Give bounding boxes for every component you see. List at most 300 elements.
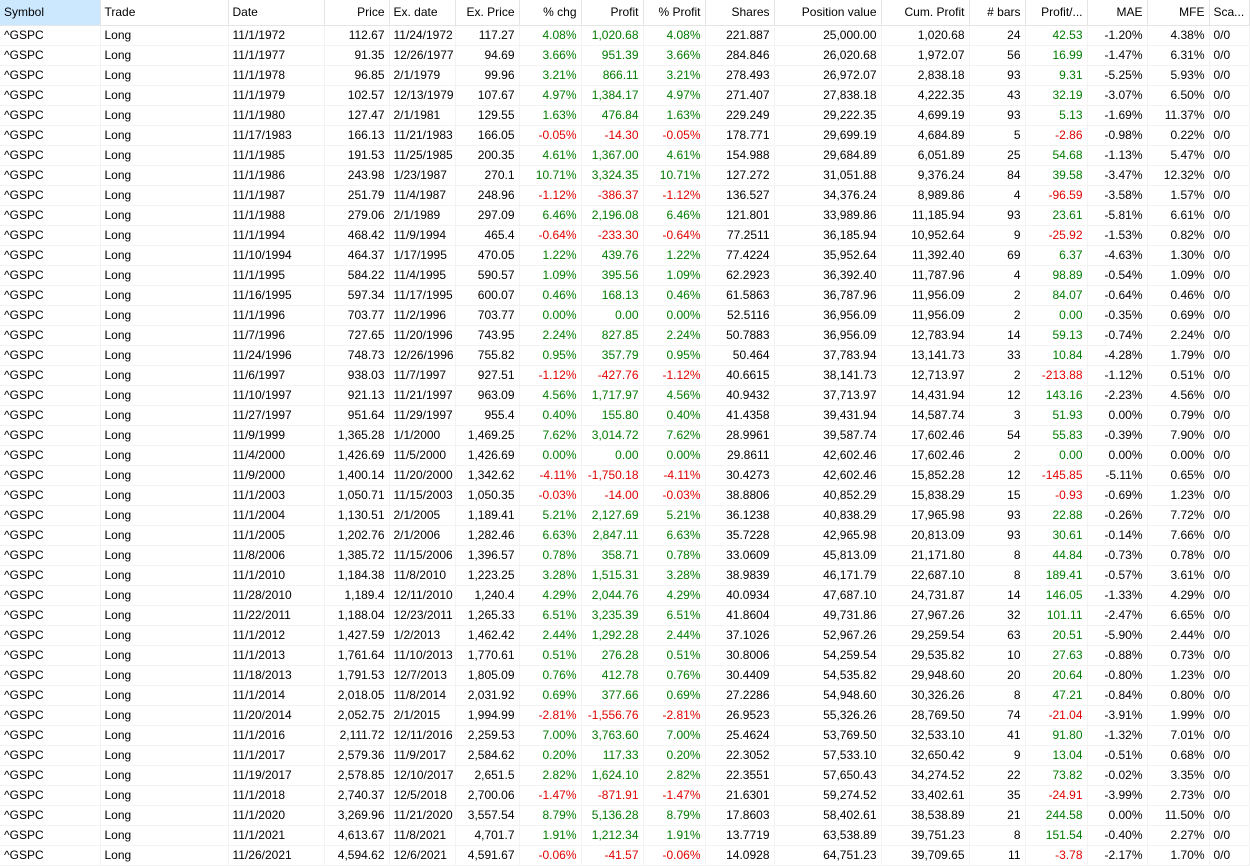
table-row[interactable] <box>0 145 1249 165</box>
cell-pctprofit: -2.81% <box>643 705 705 725</box>
cell-pctchg: 5.21% <box>519 505 581 525</box>
cell-cumprofit: 12,713.97 <box>881 365 969 385</box>
table-body <box>0 25 1249 865</box>
cell-posval: 26,020.68 <box>774 45 881 65</box>
cell-mae: -1.12% <box>1087 365 1147 385</box>
cell-mae: -1.53% <box>1087 225 1147 245</box>
cell-pctchg: 3.28% <box>519 565 581 585</box>
cell-shares: 13.7719 <box>705 825 774 845</box>
cell-scale: 0/0 <box>1209 485 1249 505</box>
table-row[interactable] <box>0 365 1249 385</box>
cell-pctprofit: -0.05% <box>643 125 705 145</box>
cell-date: 11/22/2011 <box>228 605 324 625</box>
cell-price: 1,400.14 <box>324 465 389 485</box>
cell-trade: Long <box>100 165 228 185</box>
cell-mae: -0.14% <box>1087 525 1147 545</box>
cell-bars: 93 <box>969 525 1025 545</box>
cell-exdate: 11/21/2020 <box>389 805 455 825</box>
cell-price: 1,188.04 <box>324 605 389 625</box>
cell-bars: 15 <box>969 485 1025 505</box>
column-header-posval[interactable]: Position value <box>774 0 881 25</box>
cell-trade: Long <box>100 265 228 285</box>
cell-mae: -4.28% <box>1087 345 1147 365</box>
table-row[interactable] <box>0 385 1249 405</box>
cell-symbol: ^GSPC <box>0 305 100 325</box>
cell-scale: 0/0 <box>1209 745 1249 765</box>
cell-mfe: 6.31% <box>1147 45 1209 65</box>
cell-trade: Long <box>100 665 228 685</box>
cell-date: 11/1/1985 <box>228 145 324 165</box>
cell-scale: 0/0 <box>1209 525 1249 545</box>
cell-mae: -3.99% <box>1087 785 1147 805</box>
cell-trade: Long <box>100 505 228 525</box>
table-row[interactable] <box>0 685 1249 705</box>
cell-pctchg: 4.08% <box>519 25 581 45</box>
table-row[interactable] <box>0 405 1249 425</box>
table-row[interactable] <box>0 305 1249 325</box>
header-row <box>0 0 1249 25</box>
cell-posval: 59,274.52 <box>774 785 881 805</box>
cell-profit: 476.84 <box>581 105 643 125</box>
column-header-mae[interactable]: MAE <box>1087 0 1147 25</box>
cell-scale: 0/0 <box>1209 305 1249 325</box>
cell-date: 11/18/2013 <box>228 665 324 685</box>
cell-scale: 0/0 <box>1209 345 1249 365</box>
cell-exdate: 11/20/1996 <box>389 325 455 345</box>
cell-scale: 0/0 <box>1209 45 1249 65</box>
cell-cumprofit: 11,956.09 <box>881 285 969 305</box>
cell-profit: 1,020.68 <box>581 25 643 45</box>
cell-posval: 29,684.89 <box>774 145 881 165</box>
cell-shares: 284.846 <box>705 45 774 65</box>
cell-shares: 38.8806 <box>705 485 774 505</box>
cell-mfe: 5.93% <box>1147 65 1209 85</box>
column-header-profitbar[interactable]: Profit/... <box>1025 0 1087 25</box>
cell-pctchg: 0.76% <box>519 665 581 685</box>
table-row[interactable] <box>0 465 1249 485</box>
cell-bars: 5 <box>969 125 1025 145</box>
cell-exprice: 2,651.5 <box>455 765 519 785</box>
cell-symbol: ^GSPC <box>0 705 100 725</box>
cell-mae: -0.69% <box>1087 485 1147 505</box>
table-row[interactable] <box>0 845 1249 865</box>
cell-date: 11/9/1999 <box>228 425 324 445</box>
column-header-profit[interactable]: Profit <box>581 0 643 25</box>
cell-symbol: ^GSPC <box>0 125 100 145</box>
cell-cumprofit: 21,171.80 <box>881 545 969 565</box>
cell-cumprofit: 2,838.18 <box>881 65 969 85</box>
cell-pctprofit: 0.78% <box>643 545 705 565</box>
cell-mfe: 1.30% <box>1147 245 1209 265</box>
column-header-pctprofit[interactable]: % Profit <box>643 0 705 25</box>
cell-scale: 0/0 <box>1209 685 1249 705</box>
cell-exdate: 11/15/2003 <box>389 485 455 505</box>
table-row[interactable] <box>0 265 1249 285</box>
cell-profit: 1,367.00 <box>581 145 643 165</box>
cell-pctchg: 3.66% <box>519 45 581 65</box>
cell-exdate: 11/8/2010 <box>389 565 455 585</box>
cell-trade: Long <box>100 225 228 245</box>
cell-mfe: 11.37% <box>1147 105 1209 125</box>
table-row[interactable] <box>0 625 1249 645</box>
cell-exprice: 1,994.99 <box>455 705 519 725</box>
cell-profitbar: 84.07 <box>1025 285 1087 305</box>
table-row[interactable] <box>0 205 1249 225</box>
cell-profit: 951.39 <box>581 45 643 65</box>
cell-posval: 31,051.88 <box>774 165 881 185</box>
cell-pctprofit: 0.20% <box>643 745 705 765</box>
cell-exprice: 1,805.09 <box>455 665 519 685</box>
cell-bars: 69 <box>969 245 1025 265</box>
cell-pctchg: 0.69% <box>519 685 581 705</box>
cell-profit: -427.76 <box>581 365 643 385</box>
cell-pctprofit: 1.09% <box>643 265 705 285</box>
cell-shares: 17.8603 <box>705 805 774 825</box>
cell-date: 11/1/1988 <box>228 205 324 225</box>
cell-profit: 1,212.34 <box>581 825 643 845</box>
cell-exprice: 470.05 <box>455 245 519 265</box>
cell-price: 1,761.64 <box>324 645 389 665</box>
cell-symbol: ^GSPC <box>0 165 100 185</box>
cell-posval: 54,948.60 <box>774 685 881 705</box>
cell-posval: 39,587.74 <box>774 425 881 445</box>
cell-bars: 74 <box>969 705 1025 725</box>
cell-scale: 0/0 <box>1209 565 1249 585</box>
cell-posval: 47,687.10 <box>774 585 881 605</box>
cell-bars: 10 <box>969 645 1025 665</box>
cell-exdate: 11/24/1972 <box>389 25 455 45</box>
cell-posval: 42,602.46 <box>774 445 881 465</box>
cell-profit: 395.56 <box>581 265 643 285</box>
cell-exprice: 1,265.33 <box>455 605 519 625</box>
cell-pctchg: 0.20% <box>519 745 581 765</box>
cell-mae: -0.26% <box>1087 505 1147 525</box>
table-row[interactable] <box>0 785 1249 805</box>
table-row[interactable] <box>0 825 1249 845</box>
cell-bars: 93 <box>969 205 1025 225</box>
cell-bars: 12 <box>969 385 1025 405</box>
cell-trade: Long <box>100 405 228 425</box>
cell-mae: -0.88% <box>1087 645 1147 665</box>
cell-exdate: 11/9/1994 <box>389 225 455 245</box>
table-row[interactable] <box>0 665 1249 685</box>
cell-exdate: 11/2/1996 <box>389 305 455 325</box>
table-row[interactable] <box>0 325 1249 345</box>
cell-cumprofit: 15,852.28 <box>881 465 969 485</box>
cell-date: 11/1/1995 <box>228 265 324 285</box>
cell-symbol: ^GSPC <box>0 85 100 105</box>
cell-date: 11/1/2017 <box>228 745 324 765</box>
cell-pctchg: 2.82% <box>519 765 581 785</box>
cell-trade: Long <box>100 305 228 325</box>
column-header-bars[interactable]: # bars <box>969 0 1025 25</box>
cell-profit: 1,624.10 <box>581 765 643 785</box>
cell-profitbar: 22.88 <box>1025 505 1087 525</box>
cell-symbol: ^GSPC <box>0 585 100 605</box>
cell-price: 1,365.28 <box>324 425 389 445</box>
cell-cumprofit: 10,952.64 <box>881 225 969 245</box>
cell-mae: -3.91% <box>1087 705 1147 725</box>
cell-profit: 117.33 <box>581 745 643 765</box>
cell-profitbar: 0.00 <box>1025 445 1087 465</box>
cell-pctchg: 10.71% <box>519 165 581 185</box>
column-header-mfe[interactable]: MFE <box>1147 0 1209 25</box>
table-row[interactable] <box>0 225 1249 245</box>
table-row[interactable] <box>0 425 1249 445</box>
cell-pctprofit: 4.08% <box>643 25 705 45</box>
table-row[interactable] <box>0 725 1249 745</box>
cell-cumprofit: 1,972.07 <box>881 45 969 65</box>
cell-exprice: 129.55 <box>455 105 519 125</box>
cell-mfe: 4.29% <box>1147 585 1209 605</box>
cell-shares: 278.493 <box>705 65 774 85</box>
cell-trade: Long <box>100 185 228 205</box>
cell-mae: -0.35% <box>1087 305 1147 325</box>
cell-pctchg: -0.05% <box>519 125 581 145</box>
column-header-exdate[interactable]: Ex. date <box>389 0 455 25</box>
cell-mfe: 1.23% <box>1147 485 1209 505</box>
cell-trade: Long <box>100 785 228 805</box>
cell-price: 727.65 <box>324 325 389 345</box>
table-row[interactable] <box>0 605 1249 625</box>
cell-shares: 28.9961 <box>705 425 774 445</box>
cell-pctchg: 1.22% <box>519 245 581 265</box>
cell-posval: 58,402.61 <box>774 805 881 825</box>
cell-pctprofit: 0.40% <box>643 405 705 425</box>
table-row[interactable] <box>0 245 1249 265</box>
cell-exprice: 1,342.62 <box>455 465 519 485</box>
cell-shares: 22.3052 <box>705 745 774 765</box>
cell-cumprofit: 9,376.24 <box>881 165 969 185</box>
cell-scale: 0/0 <box>1209 205 1249 225</box>
cell-shares: 61.5863 <box>705 285 774 305</box>
table-row[interactable] <box>0 445 1249 465</box>
cell-mae: -5.25% <box>1087 65 1147 85</box>
cell-shares: 35.7228 <box>705 525 774 545</box>
cell-exdate: 2/1/1979 <box>389 65 455 85</box>
column-header-shares[interactable]: Shares <box>705 0 774 25</box>
cell-pctprofit: 10.71% <box>643 165 705 185</box>
cell-mae: -0.80% <box>1087 665 1147 685</box>
cell-posval: 49,731.86 <box>774 605 881 625</box>
cell-trade: Long <box>100 465 228 485</box>
cell-symbol: ^GSPC <box>0 45 100 65</box>
cell-trade: Long <box>100 445 228 465</box>
cell-trade: Long <box>100 365 228 385</box>
cell-symbol: ^GSPC <box>0 25 100 45</box>
cell-posval: 36,956.09 <box>774 305 881 325</box>
table-row[interactable] <box>0 285 1249 305</box>
cell-exprice: 955.4 <box>455 405 519 425</box>
cell-pctprofit: 0.76% <box>643 665 705 685</box>
column-header-price[interactable]: Price <box>324 0 389 25</box>
cell-mfe: 2.73% <box>1147 785 1209 805</box>
cell-price: 1,426.69 <box>324 445 389 465</box>
cell-exdate: 2/1/1981 <box>389 105 455 125</box>
cell-posval: 63,538.89 <box>774 825 881 845</box>
table-row[interactable] <box>0 765 1249 785</box>
cell-profit: 3,014.72 <box>581 425 643 445</box>
cell-symbol: ^GSPC <box>0 505 100 525</box>
cell-date: 11/10/1997 <box>228 385 324 405</box>
cell-mae: -4.63% <box>1087 245 1147 265</box>
table-row[interactable] <box>0 85 1249 105</box>
cell-mfe: 6.61% <box>1147 205 1209 225</box>
cell-pctchg: -4.11% <box>519 465 581 485</box>
cell-mfe: 1.70% <box>1147 845 1209 865</box>
cell-pctchg: -0.06% <box>519 845 581 865</box>
cell-profit: 1,515.31 <box>581 565 643 585</box>
cell-mfe: 0.82% <box>1147 225 1209 245</box>
cell-exdate: 1/23/1987 <box>389 165 455 185</box>
cell-exdate: 11/7/1997 <box>389 365 455 385</box>
cell-pctprofit: -1.47% <box>643 785 705 805</box>
cell-date: 11/1/2014 <box>228 685 324 705</box>
table-row[interactable] <box>0 545 1249 565</box>
cell-exprice: 1,396.57 <box>455 545 519 565</box>
table-row[interactable] <box>0 65 1249 85</box>
cell-pctprofit: -4.11% <box>643 465 705 485</box>
cell-symbol: ^GSPC <box>0 145 100 165</box>
cell-exprice: 117.27 <box>455 25 519 45</box>
cell-trade: Long <box>100 205 228 225</box>
column-header-scale[interactable]: Sca... <box>1209 0 1249 25</box>
cell-mfe: 1.79% <box>1147 345 1209 365</box>
cell-date: 11/7/1996 <box>228 325 324 345</box>
cell-profit: 2,847.11 <box>581 525 643 545</box>
cell-symbol: ^GSPC <box>0 485 100 505</box>
cell-price: 1,189.4 <box>324 585 389 605</box>
cell-scale: 0/0 <box>1209 445 1249 465</box>
cell-mae: -1.13% <box>1087 145 1147 165</box>
cell-mfe: 0.73% <box>1147 645 1209 665</box>
cell-profit: -233.30 <box>581 225 643 245</box>
cell-exdate: 12/23/2011 <box>389 605 455 625</box>
column-header-date[interactable]: Date <box>228 0 324 25</box>
cell-posval: 64,751.23 <box>774 845 881 865</box>
table-row[interactable] <box>0 505 1249 525</box>
cell-mfe: 7.72% <box>1147 505 1209 525</box>
table-row[interactable] <box>0 105 1249 125</box>
cell-exprice: 1,240.4 <box>455 585 519 605</box>
cell-bars: 9 <box>969 225 1025 245</box>
cell-exprice: 2,584.62 <box>455 745 519 765</box>
cell-exprice: 1,189.41 <box>455 505 519 525</box>
cell-shares: 136.527 <box>705 185 774 205</box>
cell-posval: 36,392.40 <box>774 265 881 285</box>
cell-mae: -1.20% <box>1087 25 1147 45</box>
cell-pctprofit: 6.63% <box>643 525 705 545</box>
cell-cumprofit: 17,602.46 <box>881 425 969 445</box>
table-row[interactable] <box>0 585 1249 605</box>
cell-exdate: 12/7/2013 <box>389 665 455 685</box>
cell-cumprofit: 11,787.96 <box>881 265 969 285</box>
cell-symbol: ^GSPC <box>0 365 100 385</box>
cell-date: 11/27/1997 <box>228 405 324 425</box>
cell-posval: 37,783.94 <box>774 345 881 365</box>
column-header-symbol[interactable]: Symbol <box>0 0 100 25</box>
cell-cumprofit: 24,731.87 <box>881 585 969 605</box>
table-row[interactable] <box>0 345 1249 365</box>
cell-cumprofit: 15,838.29 <box>881 485 969 505</box>
cell-profitbar: 5.13 <box>1025 105 1087 125</box>
table-row[interactable] <box>0 25 1249 45</box>
table-row[interactable] <box>0 745 1249 765</box>
cell-symbol: ^GSPC <box>0 345 100 365</box>
table-row[interactable] <box>0 45 1249 65</box>
cell-symbol: ^GSPC <box>0 805 100 825</box>
cell-profitbar: -2.86 <box>1025 125 1087 145</box>
cell-symbol: ^GSPC <box>0 225 100 245</box>
cell-profitbar: 51.93 <box>1025 405 1087 425</box>
cell-pctchg: 0.78% <box>519 545 581 565</box>
table-row[interactable] <box>0 565 1249 585</box>
cell-profit: -14.30 <box>581 125 643 145</box>
column-header-pctchg[interactable]: % chg <box>519 0 581 25</box>
cell-profitbar: 151.54 <box>1025 825 1087 845</box>
table-row[interactable] <box>0 705 1249 725</box>
cell-mfe: 2.27% <box>1147 825 1209 845</box>
cell-mae: -2.47% <box>1087 605 1147 625</box>
cell-cumprofit: 32,533.10 <box>881 725 969 745</box>
table-row[interactable] <box>0 805 1249 825</box>
table-row[interactable] <box>0 525 1249 545</box>
cell-price: 3,269.96 <box>324 805 389 825</box>
cell-posval: 54,259.54 <box>774 645 881 665</box>
cell-scale: 0/0 <box>1209 765 1249 785</box>
cell-pctchg: 2.44% <box>519 625 581 645</box>
table-row[interactable] <box>0 185 1249 205</box>
cell-mae: -0.02% <box>1087 765 1147 785</box>
cell-pctchg: 1.63% <box>519 105 581 125</box>
cell-pctchg: -0.64% <box>519 225 581 245</box>
cell-profitbar: 20.64 <box>1025 665 1087 685</box>
cell-exprice: 703.77 <box>455 305 519 325</box>
cell-shares: 22.3551 <box>705 765 774 785</box>
cell-trade: Long <box>100 125 228 145</box>
table-row[interactable] <box>0 125 1249 145</box>
cell-posval: 53,769.50 <box>774 725 881 745</box>
cell-price: 1,130.51 <box>324 505 389 525</box>
cell-shares: 29.8611 <box>705 445 774 465</box>
cell-mae: -1.32% <box>1087 725 1147 745</box>
cell-exdate: 12/13/1979 <box>389 85 455 105</box>
cell-scale: 0/0 <box>1209 725 1249 745</box>
cell-pctchg: 8.79% <box>519 805 581 825</box>
cell-symbol: ^GSPC <box>0 765 100 785</box>
cell-cumprofit: 4,222.35 <box>881 85 969 105</box>
table-row[interactable] <box>0 165 1249 185</box>
table-row[interactable] <box>0 645 1249 665</box>
cell-pctchg: -1.12% <box>519 365 581 385</box>
table-row[interactable] <box>0 485 1249 505</box>
column-header-cumprofit[interactable]: Cum. Profit <box>881 0 969 25</box>
cell-scale: 0/0 <box>1209 65 1249 85</box>
cell-scale: 0/0 <box>1209 25 1249 45</box>
cell-exdate: 11/21/1983 <box>389 125 455 145</box>
cell-exdate: 11/4/1987 <box>389 185 455 205</box>
column-header-trade[interactable]: Trade <box>100 0 228 25</box>
cell-bars: 12 <box>969 465 1025 485</box>
cell-symbol: ^GSPC <box>0 185 100 205</box>
cell-scale: 0/0 <box>1209 625 1249 645</box>
cell-bars: 4 <box>969 185 1025 205</box>
cell-exprice: 2,700.06 <box>455 785 519 805</box>
cell-posval: 42,602.46 <box>774 465 881 485</box>
cell-price: 2,578.85 <box>324 765 389 785</box>
cell-bars: 14 <box>969 325 1025 345</box>
column-header-exprice[interactable]: Ex. Price <box>455 0 519 25</box>
